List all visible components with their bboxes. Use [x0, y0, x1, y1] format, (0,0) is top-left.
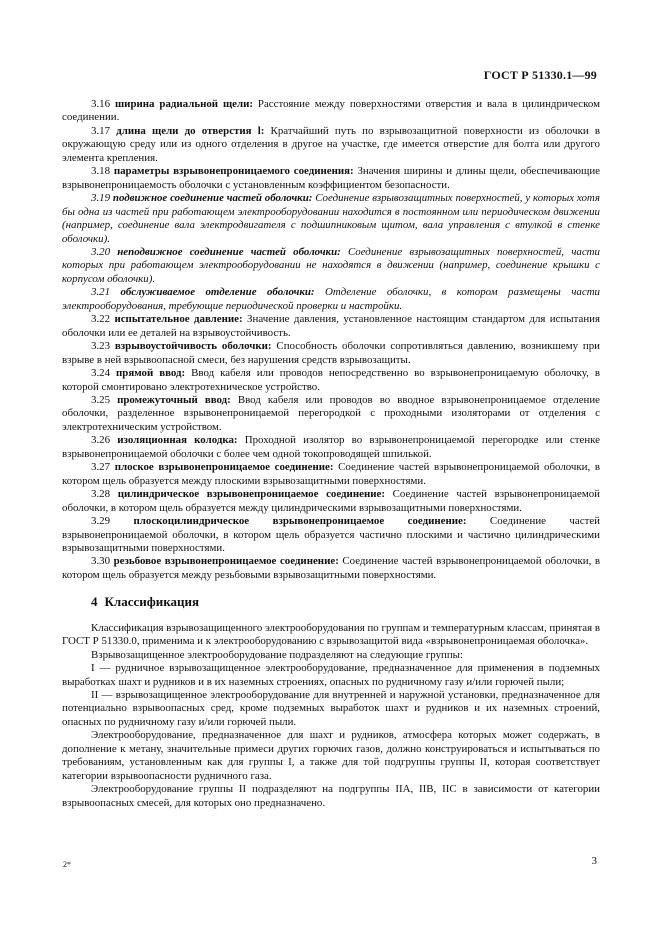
definitions-list — [62, 98, 600, 582]
definition-number: 3.29 — [91, 515, 134, 528]
definition-item — [62, 192, 600, 246]
definition-number: 3.16 — [91, 98, 115, 110]
definition-number: 3.17 — [91, 124, 117, 137]
definition-item — [62, 286, 600, 313]
section-number: 4 — [91, 594, 98, 610]
definition-number: 3.22 — [91, 313, 115, 326]
definition-term: испытательное давление: — [114, 313, 243, 326]
definition-text: Соединение частей взрывонепроницаемой оболочки, в котором щель образуется между резьбовыми взрывозащитными поверхностями. — [62, 555, 601, 581]
definition-item — [62, 340, 600, 367]
definition-text: Соединение взрывозащитных поверхностей, у которых хотя бы одна из частей при работающем электрооборудовании находится в постоянном или периодическом движении (например, соединение вала электродвигателя с подшипниковым щитом, вала управления с втулкой в стенке оболочки). — [62, 192, 600, 245]
definition-text: Соединение частей взрывонепроницаемой оболочки, в котором щель образуется между цилиндрическими взрывозащитными поверхностями. — [62, 488, 600, 514]
definition-number: 3.18 — [91, 165, 114, 178]
definition-term: промежуточный ввод: — [117, 393, 231, 406]
definition-item — [62, 125, 600, 165]
definition-item — [62, 367, 600, 394]
definition-number: 3.26 — [91, 434, 118, 447]
definition-item — [62, 246, 600, 286]
definition-term: обслуживаемое отделение оболочки: — [120, 286, 315, 299]
definition-text: Расстояние между поверхностями отверстия и вала в цилиндрическом соединении. — [62, 98, 601, 124]
definition-term: резьбовое взрывонепроницаемое соединение: — [113, 555, 339, 568]
definition-text: Кратчайший путь по взрывозащитной поверхности из оболочки в окружающую среду или из одного отделения в другое на участке, где имеется отверстие для болта или другого элемента крепления. — [62, 124, 601, 164]
definition-term: плоскоцилиндрическое взрывонепроницаемое соединение: — [133, 515, 467, 528]
definition-term: взрывоустойчивость оболочки: — [114, 340, 272, 353]
definition-item — [62, 461, 600, 488]
definition-text: Ввод кабеля или проводов во вводное взрывонепроницаемое отделение оболочки, разделенное взрывонепроницаемой перегородкой с проходными изоляторами от отделения с электротехническим устройством. — [62, 393, 601, 433]
definition-number: 3.23 — [91, 340, 115, 353]
definition-item — [62, 394, 600, 434]
definition-text: Значение давления, установленное настоящим стандартом для испытания оболочки или ее деталей на взрывоустойчивость. — [62, 313, 600, 339]
definition-text: Отделение оболочки, в котором размещены части электрооборудования, требующие периодической проверки и настройки. — [62, 286, 601, 312]
definition-item — [62, 515, 600, 555]
definition-term: параметры взрывонепроницаемого соединения: — [113, 165, 354, 178]
footer-mark: 2* — [63, 860, 71, 869]
definition-text: Значения ширины и длины щели, обеспечивающие взрывонепроницаемость оболочки с установленным коэффициентом безопасности. — [62, 165, 601, 191]
definition-number: 3.25 — [91, 393, 118, 406]
definition-item — [62, 555, 600, 582]
definition-term: изоляционная колодка: — [117, 434, 238, 447]
definition-term: плоское взрывонепроницаемое соединение: — [114, 461, 334, 474]
paragraph: Электрооборудование группы II подразделяют на подгруппы IIA, IIB, IIC в зависимости от категории взрывоопасных смесей, для которых оно предназначено. — [62, 783, 600, 809]
paragraph: Электрооборудование, предназначенное для шахт и рудников, атмосфера которых может содержать, в дополнение к метану, значительные примеси других горючих газов, должно конструироваться и испытываться по требованиям, установленным как для группы I, а также для той подгруппы группы II, которая соответствует категории взрывоопасности рудничного газа. — [62, 729, 600, 782]
definition-item — [62, 98, 600, 125]
definition-item — [62, 313, 600, 340]
definition-term: ширина радиальной щели: — [114, 98, 254, 110]
definition-item — [62, 488, 600, 515]
definition-term: неподвижное соединение частей оболочки: — [117, 245, 341, 258]
definition-item — [62, 165, 600, 192]
paragraph: II — взрывозащищенное электрооборудование для внутренней и наружной установки, предназначенное для потенциально взрывоопасных сред, кроме подземных выработок шахт и рудников и их наземных строений, опасных по рудничному газу и/или горючей пыли. — [62, 689, 600, 728]
definition-term: прямой ввод: — [116, 367, 186, 380]
definition-number: 3.24 — [91, 367, 117, 380]
definition-item — [62, 434, 600, 461]
section-title: Классификация — [104, 594, 200, 610]
definition-number: 3.19 — [91, 192, 113, 205]
definition-number: 3.21 — [91, 286, 121, 299]
page-number: 3 — [591, 855, 597, 867]
section-heading — [91, 595, 600, 608]
definition-text: Ввод кабеля или проводов непосредственно во взрывонепроницаемую оболочку, в которой смонтировано электротехническое устройство. — [62, 367, 600, 393]
definition-term: цилиндрическое взрывонепроницаемое соединение: — [117, 488, 385, 501]
definition-number: 3.20 — [91, 245, 118, 258]
paragraph: I — рудничное взрывозащищенное электрооборудование, предназначенное для применения в подземных выработках шахт и рудников и в их наземных строениях, опасных по рудничному газу и/или горючей пыли; — [62, 662, 600, 688]
paragraph: Взрывозащищенное электрооборудование подразделяют на следующие группы: — [91, 648, 464, 661]
paragraph: Классификация взрывозащищенного электрооборудования по группам и температурным классам, принятая в ГОСТ Р 51330.0, применима и к электрооборудованию с взрывозащитой вида «взрывонепроницаемая оболочка». — [62, 621, 600, 648]
standard-code: ГОСТ Р 51330.1—99 — [483, 68, 597, 82]
definition-text: Соединение частей взрывонепроницаемой оболочки, в котором щель образуется частично плоскими и частично цилиндрическими взрывозащитными поверхностями. — [62, 515, 600, 554]
definition-text: Соединение частей взрывонепроницаемой оболочки, в котором щель образуется между плоскими взрывозащитными поверхностями. — [62, 461, 601, 487]
definition-text: Проходной изолятор во взрывонепроницаемой перегородке или стенке взрывонепроницаемой оболочки с более чем одной токопроводящей шпилькой. — [62, 434, 600, 460]
definition-term: длина щели до отверстия l: — [116, 124, 265, 137]
definition-number: 3.27 — [91, 461, 115, 474]
definition-number: 3.28 — [91, 488, 118, 501]
definition-text: Способность оболочки сопротивляться давлению, возникшему при взрыве в ней взрывоопасной смеси, без нарушения средств взрывозащиты. — [62, 340, 600, 366]
definition-number: 3.30 — [91, 555, 114, 568]
definition-term: подвижное соединение частей оболочки: — [112, 192, 313, 205]
section-paragraphs — [62, 622, 600, 810]
document-body — [62, 98, 600, 810]
definition-text: Соединение взрывозащитных поверхностей, части которых при работающем электрооборудовании не находятся в движении (например, соединение крышки с корпусом оболочки). — [62, 245, 600, 285]
